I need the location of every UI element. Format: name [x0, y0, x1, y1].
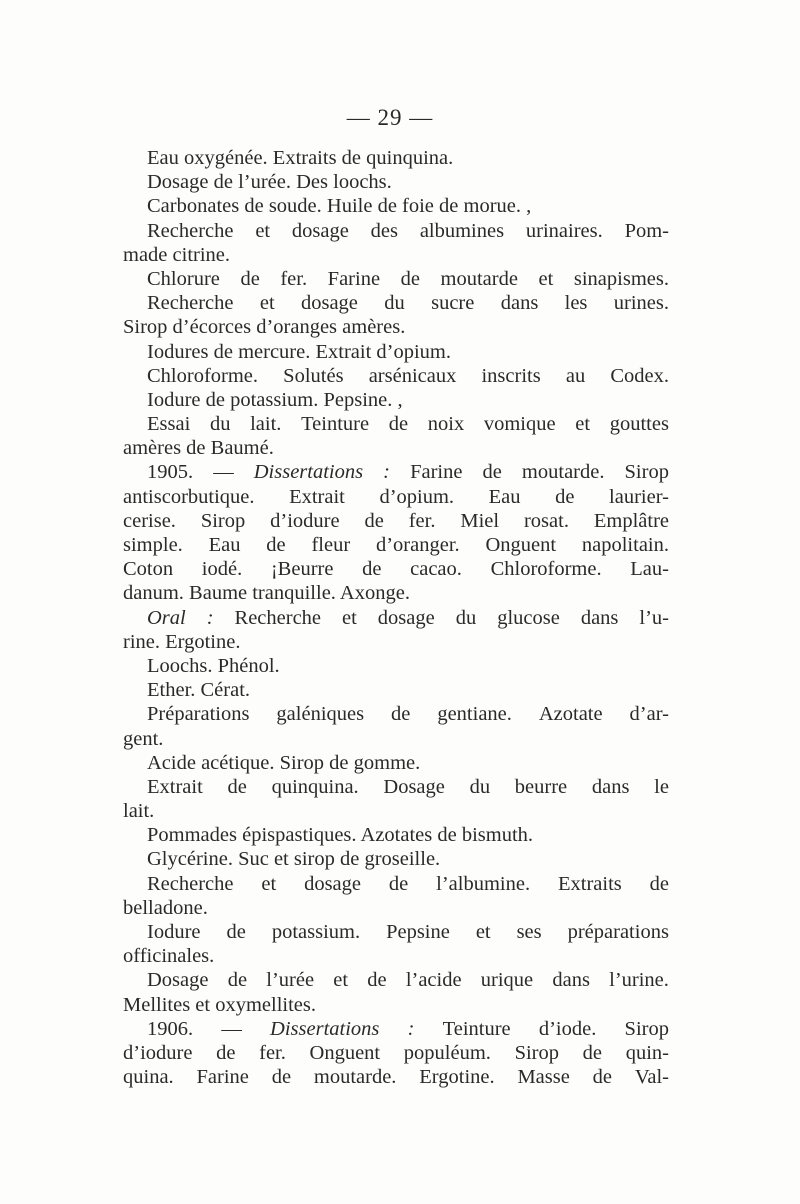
word: vomique	[483, 413, 556, 436]
text-line	[123, 993, 669, 1017]
word: Recherche	[234, 606, 322, 629]
word: Dosage	[147, 969, 209, 992]
text-line	[123, 872, 669, 896]
word: de	[582, 1041, 603, 1064]
text-line	[123, 678, 669, 702]
line-text: made citrine.	[123, 243, 231, 266]
word: Val-	[634, 1066, 669, 1089]
line-text: rine. Ergotine.	[123, 630, 241, 653]
text-line	[123, 751, 669, 775]
word: du	[455, 606, 477, 629]
word: inscrits	[481, 364, 541, 387]
word: Miel	[460, 509, 500, 532]
word: Eau	[208, 534, 241, 556]
line-text: Mellites et oxymellites.	[123, 993, 317, 1016]
word: Emplâtre	[593, 509, 669, 532]
word: gouttes	[609, 413, 669, 436]
word: beurre	[514, 775, 568, 798]
text-line	[123, 436, 669, 460]
word: Pepsine	[386, 921, 450, 943]
line-text: belladone.	[123, 896, 208, 919]
word: et	[538, 267, 554, 290]
word: de	[226, 921, 246, 943]
text-line	[123, 944, 669, 968]
word: fer.	[280, 267, 308, 290]
word: iodé.	[201, 558, 243, 581]
text-line	[123, 630, 669, 654]
word: Recherche	[147, 872, 234, 895]
line-text: officinales.	[123, 945, 215, 968]
text-line	[123, 557, 669, 581]
word: de	[388, 872, 409, 895]
word: —	[221, 1017, 242, 1040]
text-line	[123, 654, 669, 678]
word: laurier-	[609, 485, 669, 508]
word: Préparations	[147, 703, 250, 726]
word: Sirop	[514, 1041, 560, 1064]
word: lait.	[250, 413, 282, 436]
line-text: Ether. Cérat.	[147, 679, 251, 702]
line-text: Eau oxygénée. Extraits de quinquina.	[147, 147, 454, 169]
text-line	[123, 364, 669, 388]
word: antiscorbutique.	[123, 485, 255, 508]
text-line	[123, 1041, 669, 1065]
line-text: lait.	[123, 800, 155, 823]
line-text: danum. Baume tranquille. Axonge.	[123, 582, 410, 605]
word: au	[565, 364, 586, 387]
text-line	[123, 606, 669, 630]
line-text: Acide acétique. Sirop de gomme.	[147, 751, 421, 774]
word: l’albumine.	[436, 872, 531, 895]
word: de	[271, 1066, 292, 1089]
word: Extrait	[289, 485, 345, 508]
word: ¡Beurre	[270, 558, 334, 581]
word: sucre	[431, 292, 475, 315]
text-line	[123, 485, 669, 509]
text-line	[123, 509, 669, 533]
word: galéniques	[276, 703, 365, 726]
text-line	[123, 243, 669, 267]
word: quin-	[625, 1041, 669, 1064]
word: de	[482, 461, 502, 484]
word: sinapismes.	[573, 267, 669, 290]
text-line	[123, 727, 669, 751]
word: Chlorure	[147, 267, 220, 290]
text-line	[123, 146, 669, 170]
word: Pom-	[624, 219, 669, 242]
word: rosat.	[523, 509, 569, 532]
word: cerise.	[123, 509, 176, 532]
word: Dissertations	[253, 461, 364, 484]
word: fer.	[408, 509, 436, 532]
word: préparations	[567, 921, 669, 943]
word: du	[384, 292, 405, 315]
text-line	[123, 968, 669, 992]
text-line	[123, 920, 669, 944]
word: dosage	[377, 606, 435, 629]
line-text: Dosage de l’urée. Des loochs.	[147, 171, 392, 194]
word: d’oranger.	[375, 534, 460, 556]
word: et	[475, 921, 491, 943]
word: Dissertations	[270, 1017, 380, 1040]
word: d’ar-	[629, 703, 669, 726]
word: Farine	[327, 267, 381, 290]
text-line	[123, 340, 669, 364]
word: napolitain.	[581, 534, 669, 556]
word: Teinture	[442, 1017, 511, 1040]
word: l’acide	[405, 969, 462, 992]
word: de	[364, 509, 384, 532]
line-text: Pommades épispastiques. Azotates de bismuth.	[147, 824, 534, 847]
text-line	[123, 315, 669, 339]
word: dosage	[291, 219, 349, 242]
word: Chloroforme.	[147, 364, 259, 387]
word: d’iode.	[538, 1017, 597, 1040]
word: Codex.	[610, 364, 669, 387]
word: dans	[580, 606, 619, 629]
word: fleur	[311, 534, 351, 556]
word: urines.	[613, 292, 669, 315]
line-text: Loochs. Phénol.	[147, 654, 280, 677]
line-text: Iodures de mercure. Extrait d’opium.	[147, 340, 451, 363]
word: dans	[500, 292, 539, 315]
line-text: Carbonates de soude. Huile de foie de morue. ,	[147, 195, 532, 218]
text-line	[123, 775, 669, 799]
word: gentiane.	[437, 703, 512, 726]
word: moutarde	[440, 267, 518, 290]
text-line	[123, 823, 669, 847]
word: Recherche	[147, 292, 234, 315]
word: albumines	[419, 219, 505, 242]
word: potassium.	[271, 921, 361, 943]
word: Onguent	[485, 534, 557, 556]
word: de	[227, 969, 248, 992]
word: dosage	[300, 292, 358, 315]
word: de	[362, 558, 382, 581]
text-line	[123, 799, 669, 823]
word: d’iodure	[270, 509, 340, 532]
word: Masse	[517, 1066, 570, 1089]
word: Extraits	[557, 872, 622, 895]
word: et	[255, 219, 271, 242]
word: Oral	[147, 606, 186, 629]
word: Dosage	[383, 775, 445, 798]
word: :	[407, 1017, 415, 1040]
line-text: Glycérine. Suc et sirop de groseille.	[147, 848, 441, 871]
word: quina.	[123, 1066, 174, 1089]
word: et	[261, 872, 277, 895]
word: urinaires.	[525, 219, 603, 242]
word: populéum.	[403, 1041, 491, 1064]
word: l’urée	[266, 969, 315, 992]
word: Teinture	[301, 413, 370, 436]
word: d’opium.	[379, 485, 455, 508]
word: 1906.	[147, 1017, 194, 1040]
word: de	[592, 1066, 613, 1089]
text-line	[123, 1065, 669, 1089]
word: Sirop	[200, 509, 246, 532]
word: Coton	[123, 558, 174, 581]
text-line	[123, 1017, 669, 1041]
word: :	[206, 606, 214, 629]
word: de	[391, 703, 411, 726]
word: Ergotine.	[419, 1066, 495, 1089]
word: moutarde.	[521, 461, 605, 484]
word: de	[555, 485, 575, 508]
word: Azotate	[538, 703, 603, 726]
word: de	[266, 534, 286, 556]
word: du	[209, 413, 231, 436]
word: Onguent	[309, 1041, 381, 1064]
line-text: gent.	[123, 727, 164, 750]
word: le	[654, 775, 669, 798]
page-number: — 29 —	[346, 105, 434, 130]
word: de	[388, 413, 409, 436]
word: noix	[427, 413, 465, 436]
word: de	[649, 872, 669, 895]
word: moutarde.	[313, 1066, 397, 1089]
word: et	[342, 606, 357, 629]
word: dosage	[304, 872, 362, 895]
word: Recherche	[147, 219, 234, 242]
word: arsénicaux	[368, 364, 457, 387]
text-line	[123, 460, 669, 484]
line-text: Sirop d’écorces d’oranges amères.	[123, 316, 406, 339]
word: Lau-	[630, 558, 669, 581]
text-line	[123, 412, 669, 436]
word: urique	[480, 969, 534, 992]
word: Sirop	[624, 1017, 669, 1040]
word: du	[469, 775, 491, 798]
word: Essai	[147, 413, 191, 436]
word: de	[367, 969, 387, 992]
word: l’urine.	[609, 969, 669, 992]
word: cacao.	[410, 558, 462, 581]
word: —	[213, 461, 234, 484]
text-line	[123, 702, 669, 726]
word: des	[370, 219, 398, 242]
word: de	[240, 267, 260, 290]
word: les	[564, 292, 588, 315]
text-line	[123, 194, 669, 218]
word: fer.	[259, 1041, 286, 1064]
line-text: Iodure de potassium. Pepsine. ,	[147, 388, 403, 411]
word: Chloroforme.	[490, 558, 602, 581]
word: Solutés	[283, 364, 344, 387]
word: Sirop	[624, 461, 669, 484]
word: ses	[516, 921, 542, 943]
word: l’u-	[639, 606, 669, 629]
word: et	[259, 292, 275, 315]
word: dans	[552, 969, 590, 992]
word: :	[383, 461, 390, 484]
text-line	[123, 388, 669, 412]
text-line	[123, 533, 669, 557]
word: Farine	[410, 461, 463, 484]
word: de	[227, 775, 247, 798]
body-text	[123, 146, 669, 1089]
word: Eau	[488, 485, 521, 508]
word: glucose	[497, 606, 560, 629]
word: 1905.	[147, 461, 194, 484]
word: Farine	[196, 1066, 249, 1089]
text-line	[123, 896, 669, 920]
word: et	[333, 969, 349, 992]
line-text: amères de Baumé.	[123, 437, 274, 460]
word: dans	[591, 775, 630, 798]
word: simple.	[123, 534, 183, 556]
text-line	[123, 170, 669, 194]
word: et	[575, 413, 591, 436]
text-line	[123, 581, 669, 605]
word: d’iodure	[123, 1041, 193, 1064]
word: Extrait	[147, 775, 203, 798]
word: de	[216, 1041, 236, 1064]
word: quinquina.	[271, 775, 359, 798]
word: Iodure	[147, 921, 201, 943]
text-line	[123, 847, 669, 871]
text-line	[123, 291, 669, 315]
text-line	[123, 219, 669, 243]
word: de	[400, 267, 420, 290]
text-line	[123, 267, 669, 291]
